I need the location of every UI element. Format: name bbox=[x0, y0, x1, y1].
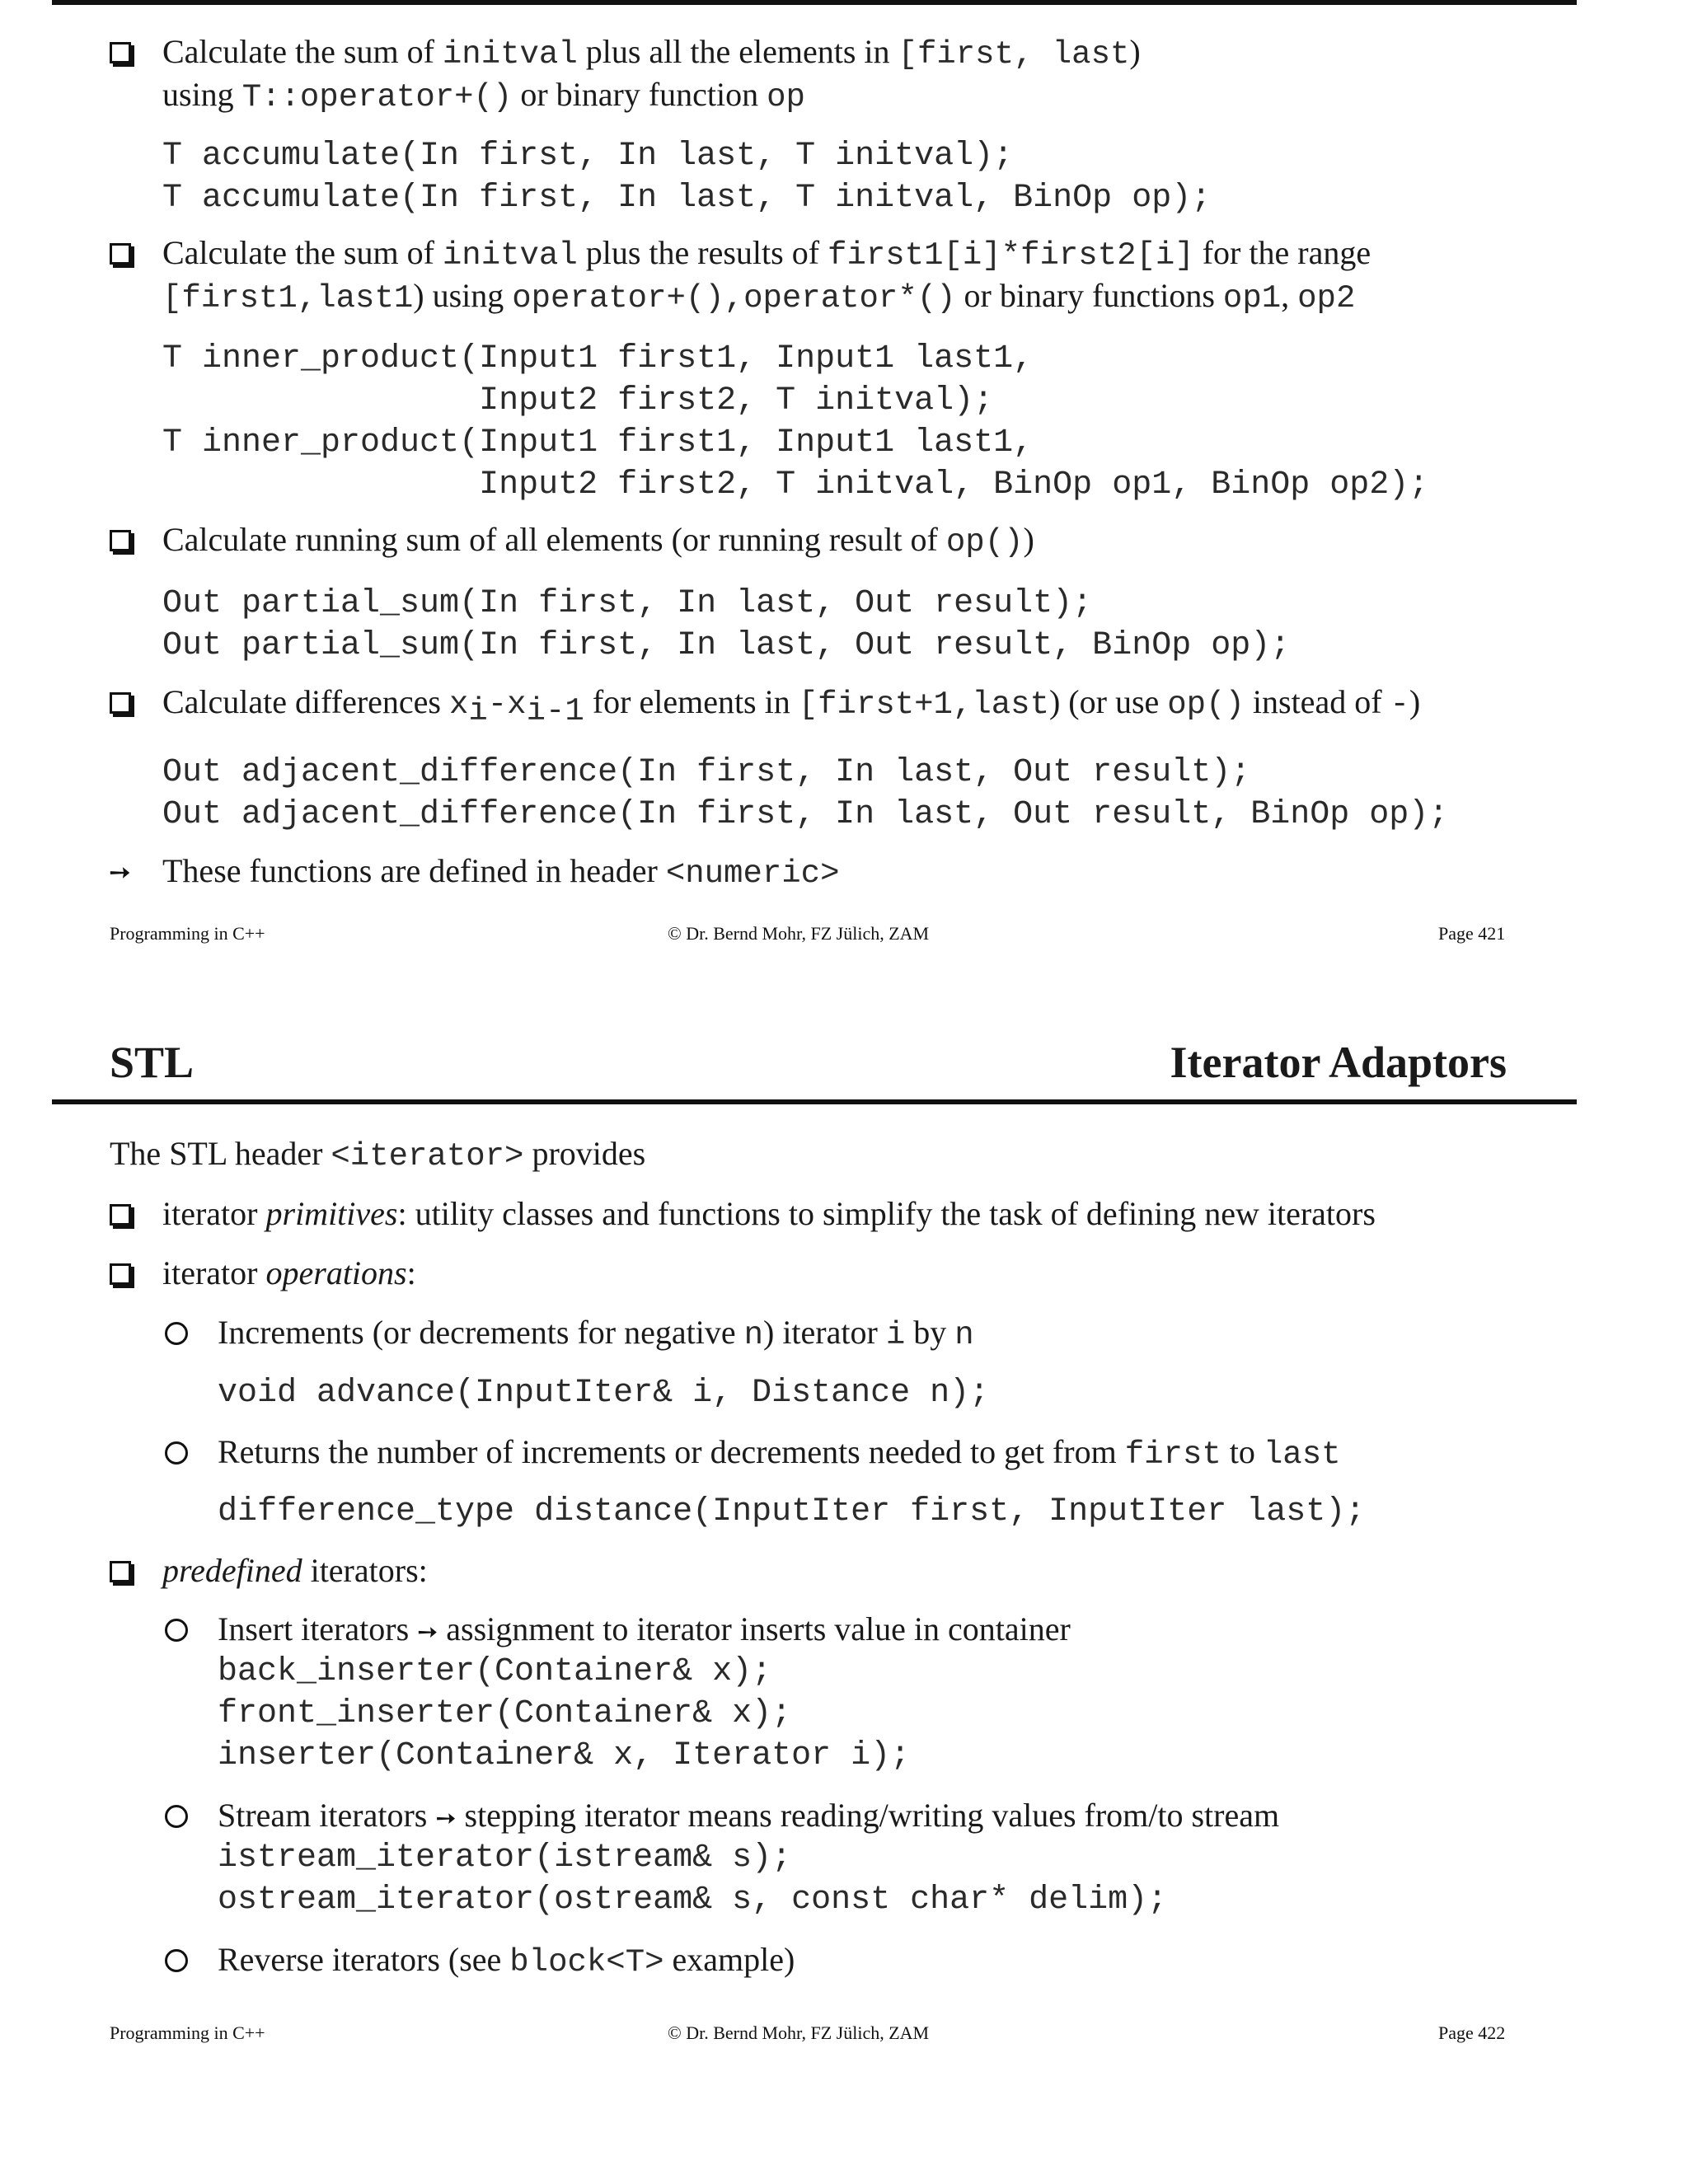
code-inner-product-1: T inner_product(Input1 first1, Input1 last1, bbox=[162, 340, 1034, 377]
sub-advance-line bbox=[218, 1311, 974, 1357]
text: for elements in bbox=[584, 683, 799, 720]
code-inline: n bbox=[743, 1317, 763, 1353]
text: iterators: bbox=[302, 1552, 428, 1589]
code-inline: x bbox=[448, 687, 469, 723]
text: using bbox=[162, 76, 242, 113]
code-inline: op2 bbox=[1297, 280, 1356, 316]
sub-reverse-iterators-line bbox=[218, 1938, 795, 1984]
sub-distance-line bbox=[218, 1431, 1341, 1476]
text: Calculate the sum of bbox=[162, 33, 443, 70]
text: Increments (or decrements for negative bbox=[218, 1314, 744, 1351]
text: ) bbox=[1409, 683, 1421, 720]
bullet-accumulate-line2 bbox=[162, 73, 805, 119]
code-inline: <numeric> bbox=[665, 855, 840, 892]
square-bullet-icon bbox=[110, 1204, 131, 1226]
code-accumulate-2: T accumulate(In first, In last, T initval, BinOp op); bbox=[162, 180, 1212, 217]
footer-page-number: Page 422 bbox=[1438, 2022, 1506, 2043]
page-title-right: Iterator Adaptors bbox=[1170, 1038, 1507, 1087]
square-bullet-icon bbox=[110, 692, 131, 714]
note-numeric-header bbox=[162, 850, 839, 895]
square-bullet-icon bbox=[110, 42, 131, 63]
footer-center: © Dr. Bernd Mohr, FZ Jülich, ZAM bbox=[668, 2022, 930, 2043]
footer-page-number: Page 421 bbox=[1438, 923, 1506, 944]
circle-bullet-icon bbox=[165, 1949, 188, 1972]
text: for the range bbox=[1193, 234, 1372, 271]
text: plus all the elements in bbox=[577, 33, 898, 70]
top-rule bbox=[52, 0, 1577, 5]
text: : bbox=[406, 1254, 416, 1291]
code-inserter: inserter(Container& x, Iterator i); bbox=[218, 1737, 911, 1774]
text: Insert iterators bbox=[218, 1610, 418, 1647]
code-distance: difference_type distance(InputIter first, InputIter last); bbox=[218, 1493, 1366, 1530]
circle-bullet-icon bbox=[165, 1322, 188, 1345]
code-inline: -x bbox=[487, 687, 527, 723]
text: These functions are defined in header bbox=[162, 852, 666, 889]
text: Reverse iterators (see bbox=[218, 1941, 510, 1978]
text: stepping iterator means reading/writing values from/to stream bbox=[464, 1797, 1280, 1834]
text: ) (or use bbox=[1048, 683, 1168, 720]
page-title-left: STL bbox=[110, 1038, 195, 1087]
code-inline: first bbox=[1124, 1436, 1221, 1473]
code-inline: <iterator> bbox=[331, 1138, 524, 1174]
bullet-adjacent-difference-line bbox=[162, 681, 1420, 733]
text: iterator bbox=[162, 1254, 266, 1291]
subscript: i-1 bbox=[526, 693, 584, 729]
code-inline: [first+1,last bbox=[798, 687, 1049, 723]
text: ) bbox=[1129, 33, 1141, 70]
code-inline: initval bbox=[442, 237, 578, 274]
sub-stream-iterators-line bbox=[218, 1794, 1279, 1840]
code-inline: n bbox=[954, 1317, 974, 1353]
arrow-right-icon: ➙ bbox=[109, 856, 131, 888]
text: or binary functions bbox=[955, 277, 1223, 314]
text: or binary function bbox=[512, 76, 767, 113]
code-inline: - bbox=[1390, 687, 1409, 723]
code-partial-sum-1: Out partial_sum(In first, In last, Out result); bbox=[162, 585, 1093, 622]
text: The STL header bbox=[110, 1135, 331, 1172]
text: ) bbox=[1023, 521, 1034, 558]
code-inline: [first, last bbox=[898, 36, 1130, 73]
text: Calculate differences bbox=[162, 683, 449, 720]
code-inline: op bbox=[767, 79, 805, 115]
code-inline: first1[i]*first2[i] bbox=[828, 237, 1194, 274]
emphasis: operations bbox=[265, 1254, 407, 1291]
text: example) bbox=[663, 1941, 795, 1978]
text: Calculate running sum of all elements (or running result of bbox=[162, 521, 946, 558]
code-inline: i bbox=[885, 1317, 906, 1353]
code-accumulate-1: T accumulate(In first, In last, T initval); bbox=[162, 138, 1014, 175]
code-adjacent-difference-2: Out adjacent_difference(In first, In last, Out result, BinOp op); bbox=[162, 796, 1449, 833]
square-bullet-icon bbox=[110, 1263, 131, 1285]
text: assignment to iterator inserts value in container bbox=[446, 1610, 1071, 1647]
sub-insert-iterators-line bbox=[218, 1608, 1071, 1654]
code-inner-product-3: T inner_product(Input1 first1, Input1 last1, bbox=[162, 424, 1034, 462]
subscript: i bbox=[468, 693, 488, 729]
title-rule bbox=[52, 1099, 1577, 1104]
text: : utility classes and functions to simplify the task of defining new iterators bbox=[397, 1195, 1376, 1232]
bullet-partial-sum-line bbox=[162, 518, 1034, 564]
code-front-inserter: front_inserter(Container& x); bbox=[218, 1695, 792, 1732]
code-inline: block<T> bbox=[509, 1944, 664, 1980]
text: ) iterator bbox=[763, 1314, 886, 1351]
text: Calculate the sum of bbox=[162, 234, 443, 271]
text: provides bbox=[523, 1135, 646, 1172]
bullet-accumulate-line1 bbox=[162, 30, 1141, 76]
text: Stream iterators bbox=[218, 1797, 436, 1834]
emphasis: primitives bbox=[265, 1195, 398, 1232]
footer-left: Programming in C++ bbox=[110, 923, 265, 944]
code-inline: operator+(),operator*() bbox=[512, 280, 956, 316]
bullet-operations bbox=[162, 1252, 416, 1295]
circle-bullet-icon bbox=[165, 1441, 188, 1465]
text: by bbox=[905, 1314, 955, 1351]
arrow-right-icon: ➙ bbox=[417, 1618, 438, 1647]
text: ) using bbox=[413, 277, 513, 314]
code-back-inserter: back_inserter(Container& x); bbox=[218, 1653, 772, 1690]
square-bullet-icon bbox=[110, 243, 131, 265]
text: to bbox=[1221, 1433, 1264, 1470]
code-inline: op1 bbox=[1222, 280, 1282, 316]
intro-line bbox=[110, 1132, 645, 1178]
code-inline: op() bbox=[945, 524, 1024, 560]
code-inner-product-2: Input2 first2, T initval); bbox=[162, 382, 994, 419]
footer-center: © Dr. Bernd Mohr, FZ Jülich, ZAM bbox=[668, 923, 930, 944]
circle-bullet-icon bbox=[165, 1619, 188, 1642]
code-istream-iterator: istream_iterator(istream& s); bbox=[218, 1840, 792, 1877]
code-advance: void advance(InputIter& i, Distance n); bbox=[218, 1375, 990, 1412]
code-ostream-iterator: ostream_iterator(ostream& s, const char* delim); bbox=[218, 1882, 1168, 1919]
code-inline: last bbox=[1263, 1436, 1341, 1473]
code-inline: op() bbox=[1167, 687, 1245, 723]
text: iterator bbox=[162, 1195, 266, 1232]
square-bullet-icon bbox=[110, 1561, 131, 1582]
code-inner-product-4: Input2 first2, T initval, BinOp op1, BinOp op2); bbox=[162, 466, 1429, 504]
square-bullet-icon bbox=[110, 530, 131, 551]
footer-left: Programming in C++ bbox=[110, 2022, 265, 2043]
code-inline: T::operator+() bbox=[241, 79, 513, 115]
bullet-inner-product-line1 bbox=[162, 232, 1371, 277]
bullet-primitives bbox=[162, 1193, 1376, 1235]
code-inline: initval bbox=[442, 36, 578, 73]
circle-bullet-icon bbox=[165, 1805, 188, 1828]
emphasis: predefined bbox=[162, 1552, 302, 1589]
text: plus the results of bbox=[577, 234, 828, 271]
code-adjacent-difference-1: Out adjacent_difference(In first, In last, Out result); bbox=[162, 754, 1251, 791]
text: Returns the number of increments or decrements needed to get from bbox=[218, 1433, 1125, 1470]
bullet-predefined bbox=[162, 1549, 428, 1592]
arrow-right-icon: ➙ bbox=[435, 1804, 457, 1833]
text: , bbox=[1281, 277, 1298, 314]
bullet-inner-product-line2 bbox=[162, 274, 1355, 320]
code-partial-sum-2: Out partial_sum(In first, In last, Out result, BinOp op); bbox=[162, 627, 1291, 664]
text: instead of bbox=[1244, 683, 1390, 720]
code-inline: [first1,last1 bbox=[162, 280, 414, 316]
